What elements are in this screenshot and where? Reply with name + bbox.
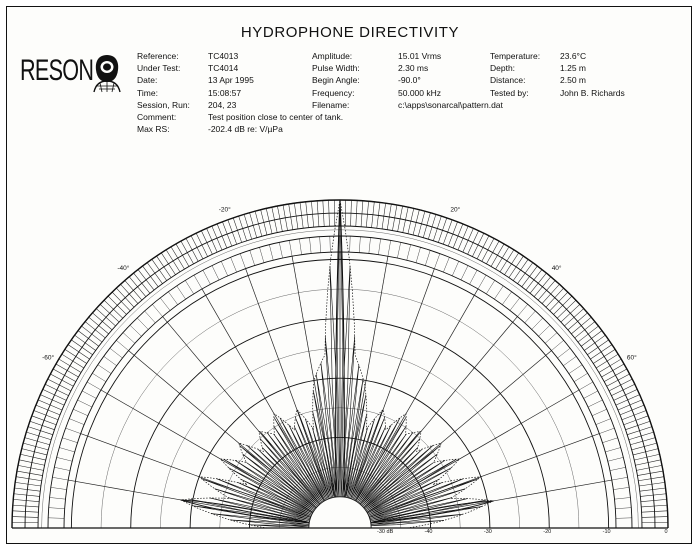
logo-text: RESON <box>20 54 94 87</box>
directivity-series <box>181 200 494 528</box>
band-tick <box>185 280 193 294</box>
band-tick <box>123 333 135 344</box>
band-tick <box>461 266 468 280</box>
band-tick <box>320 237 321 253</box>
radial-tick-label: -30 dB <box>377 529 394 535</box>
band-tick <box>168 292 177 305</box>
band-tick <box>309 238 311 254</box>
band-tick <box>240 254 245 269</box>
info-label: Tested by: <box>490 87 529 98</box>
info-label: Reference: <box>137 51 179 61</box>
info-value: -202.4 dB re: V/µPa <box>208 124 283 135</box>
band-tick <box>596 419 611 425</box>
band-tick <box>615 508 631 509</box>
angle-spoke <box>246 269 330 499</box>
radial-tick-label: -30 <box>483 529 492 535</box>
band-tick <box>299 239 301 255</box>
band-tick <box>478 275 486 289</box>
info-value: John B. Richards <box>560 87 625 98</box>
band-tick <box>59 448 74 452</box>
band-tick <box>250 250 255 265</box>
band-tick <box>599 428 614 433</box>
info-label: Frequency: <box>312 87 355 98</box>
angle-spoke <box>163 317 320 505</box>
info-value: 204, 23 <box>208 99 237 110</box>
band-tick <box>82 391 96 399</box>
band-tick <box>602 438 617 443</box>
info-label: Date: <box>137 75 158 86</box>
band-tick <box>260 247 264 262</box>
band-tick <box>388 240 391 256</box>
angle-tick-label: 40° <box>551 264 562 272</box>
band-tick <box>613 487 629 489</box>
band-tick <box>51 487 67 489</box>
band-tick <box>510 298 520 311</box>
band-tick <box>66 428 81 433</box>
band-tick <box>525 311 536 323</box>
band-tick <box>98 365 111 374</box>
band-tick <box>152 304 162 316</box>
band-tick <box>145 311 156 323</box>
info-value: 2.30 ms <box>398 63 429 74</box>
info-label: Temperature: <box>490 51 541 61</box>
band-tick <box>130 325 142 336</box>
info-label: Depth: <box>490 63 516 74</box>
band-tick <box>78 400 92 407</box>
info-value: 50.000 kHz <box>398 87 441 98</box>
info-label: Pulse Width: <box>312 63 360 74</box>
info-value: 15:08:57 <box>208 87 242 98</box>
band-tick <box>579 382 593 390</box>
band-tick <box>73 409 88 416</box>
angle-tick-label: -60° <box>42 354 55 362</box>
band-tick <box>517 304 527 316</box>
band-tick <box>57 457 73 461</box>
radial-tick-label: -10 <box>602 529 611 535</box>
band-tick <box>49 508 65 509</box>
info-value: TC4014 <box>208 63 239 74</box>
band-tick <box>563 356 576 365</box>
angle-spoke <box>360 317 517 505</box>
band-tick <box>494 286 503 299</box>
info-label: Comment: <box>137 112 177 123</box>
page-title: HYDROPHONE DIRECTIVITY <box>240 24 460 41</box>
info-value: 23.6°C <box>560 51 587 61</box>
info-value: 13 Apr 1995 <box>208 75 254 86</box>
band-tick <box>539 325 551 336</box>
band-tick <box>532 318 543 330</box>
band-tick <box>486 280 494 294</box>
angle-tick-label: 60° <box>626 354 637 362</box>
info-label: Max RS: <box>137 124 170 135</box>
info-label: Distance: <box>490 75 526 86</box>
band-tick <box>116 340 128 350</box>
angle-spoke <box>364 351 552 508</box>
info-label: Filename: <box>312 99 350 110</box>
band-tick <box>612 477 628 480</box>
band-tick <box>434 254 439 269</box>
band-tick <box>610 467 626 470</box>
band-tick <box>54 467 70 470</box>
angle-spoke <box>369 434 599 518</box>
info-label: Under Test: <box>137 63 181 74</box>
band-tick <box>592 409 607 416</box>
radial-tick-label: -40 <box>424 529 433 535</box>
polar-grid <box>12 200 668 528</box>
band-tick <box>87 382 101 390</box>
info-value: 15.01 Vrms <box>398 51 442 61</box>
band-tick <box>416 247 420 262</box>
band-tick <box>608 457 624 461</box>
angle-spoke <box>81 434 311 518</box>
band-tick <box>69 419 84 425</box>
directivity-envelope <box>181 200 494 528</box>
band-tick <box>269 245 273 261</box>
band-tick <box>588 400 602 407</box>
band-tick <box>574 373 588 381</box>
band-tick <box>425 250 430 265</box>
band-tick <box>279 242 282 258</box>
band-tick <box>203 270 211 284</box>
band-tick <box>359 237 360 253</box>
band-tick <box>50 497 66 499</box>
info-label: Time: <box>137 87 158 98</box>
band-tick <box>52 477 68 480</box>
info-label: Begin Angle: <box>312 75 360 86</box>
radial-tick-label: 0 <box>664 529 668 535</box>
band-tick <box>92 373 106 381</box>
band-tick <box>194 275 202 289</box>
info-value: c:\apps\sonarcal\pattern.dat <box>398 99 503 110</box>
band-tick <box>569 365 582 374</box>
info-value: Test position close to center of tank. <box>208 112 344 123</box>
band-tick <box>231 257 237 272</box>
angle-spoke <box>351 269 435 499</box>
band-tick <box>545 333 557 344</box>
band-tick <box>177 286 186 299</box>
info-label: Amplitude: <box>312 51 353 61</box>
band-tick <box>62 438 77 443</box>
angle-spoke <box>129 351 317 508</box>
band-tick <box>110 348 123 358</box>
band-tick <box>397 242 400 258</box>
info-value: 2.50 m <box>560 75 586 86</box>
band-tick <box>551 340 563 350</box>
info-label: Session, Run: <box>137 99 190 110</box>
radial-tick-label: -20 <box>543 529 552 535</box>
band-tick <box>616 518 632 519</box>
band-tick <box>584 391 598 399</box>
band-tick <box>443 257 449 272</box>
band-tick <box>212 266 219 280</box>
info-value: 1.25 m <box>560 63 586 74</box>
band-tick <box>557 348 570 358</box>
band-tick <box>289 240 292 256</box>
band-tick <box>407 245 411 261</box>
band-tick <box>369 238 371 254</box>
band-tick <box>221 261 228 276</box>
band-tick <box>605 448 620 452</box>
band-tick <box>378 239 380 255</box>
angle-tick-label: -20° <box>218 206 231 214</box>
info-value: -90.0° <box>398 75 421 86</box>
band-tick <box>502 292 511 305</box>
band-tick <box>330 236 331 252</box>
info-value: TC4013 <box>208 51 239 61</box>
band-tick <box>350 236 351 252</box>
angle-tick-label: 20° <box>450 206 461 214</box>
band-tick <box>470 270 478 284</box>
band-tick <box>614 497 630 499</box>
band-tick <box>48 518 64 519</box>
band-tick <box>160 298 170 311</box>
band-tick <box>137 318 148 330</box>
band-tick <box>452 261 459 276</box>
band-tick <box>104 356 117 365</box>
angle-tick-label: -40° <box>117 264 130 272</box>
